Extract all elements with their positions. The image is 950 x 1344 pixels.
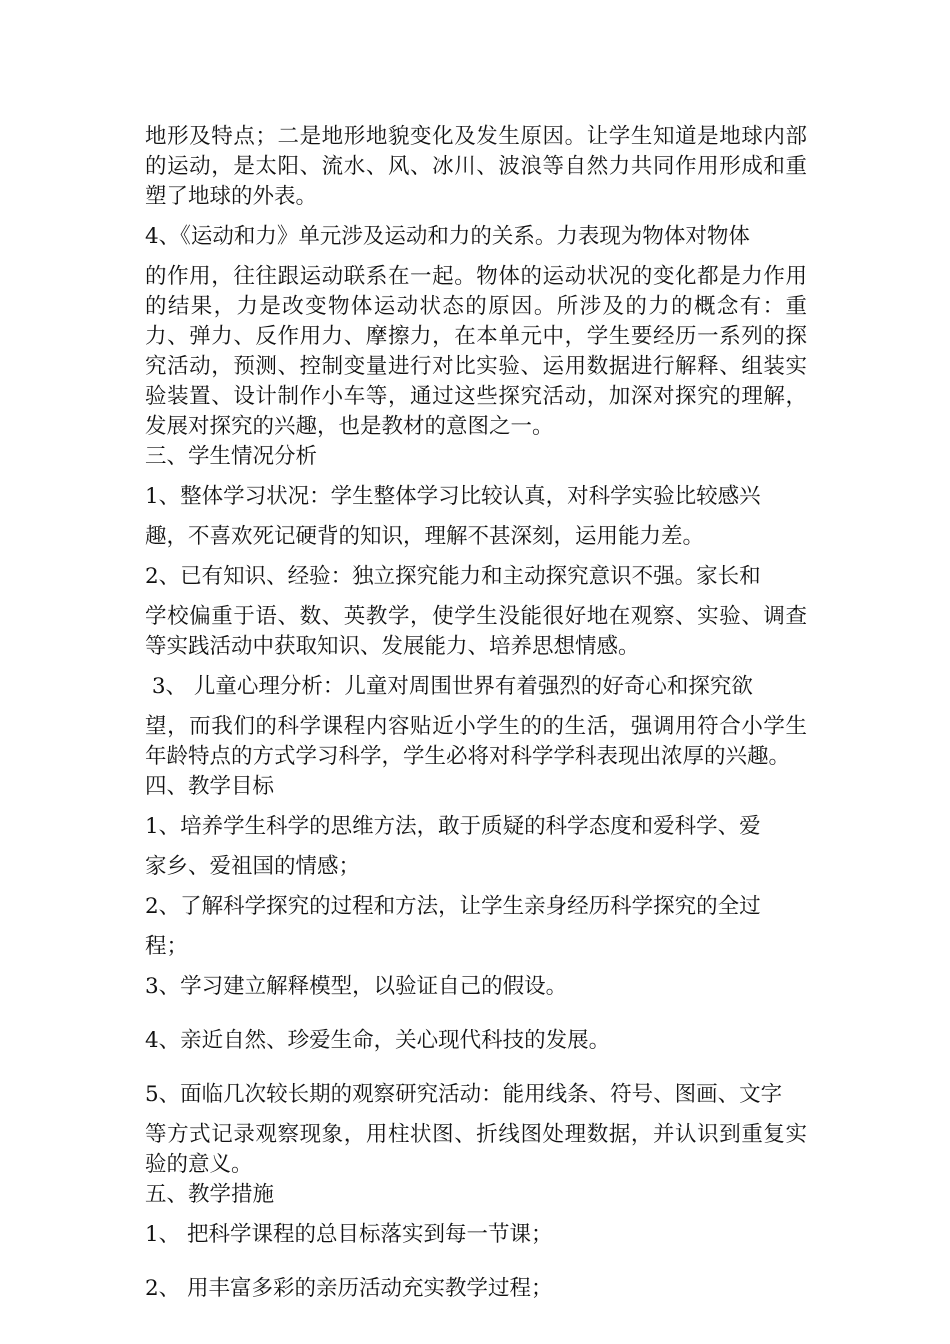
document-page bbox=[145, 122, 807, 1304]
paragraph-child-psychology-lead: 3、 儿童心理分析：儿童对周围世界有着强烈的好奇心和探究欲 bbox=[145, 674, 753, 699]
goal-3: 3、学习建立解释模型，以验证自己的假设。 bbox=[145, 974, 568, 999]
goal-1-body: 家乡、爱祖国的情感； bbox=[145, 854, 361, 879]
measure-1: 1、 把科学课程的总目标落实到每一节课； bbox=[145, 1222, 553, 1247]
paragraph-motion-force-lead: 4、《运动和力》单元涉及运动和力的关系。力表现为物体对物体 bbox=[145, 224, 750, 249]
goal-4: 4、亲近自然、珍爱生命，关心现代科技的发展。 bbox=[145, 1028, 611, 1053]
goal-2-lead: 2、了解科学探究的过程和方法，让学生亲身经历科学探究的全过 bbox=[145, 894, 761, 919]
heading-teaching-measures: 五、教学措施 bbox=[145, 1182, 275, 1207]
paragraph-prior-knowledge-body: 学校偏重于语、数、英教学，使学生没能很好地在观察、实验、调查等实践活动中获取知识、发展能力、培养思想情感。 bbox=[145, 604, 807, 659]
goal-1-lead: 1、培养学生科学的思维方法，敢于质疑的科学态度和爱科学、爱 bbox=[145, 814, 761, 839]
paragraph-overall-study-lead: 1、整体学习状况：学生整体学习比较认真，对科学实验比较感兴 bbox=[145, 484, 761, 509]
goal-5-body: 等方式记录观察现象，用柱状图、折线图处理数据，并认识到重复实验的意义。 bbox=[145, 1122, 807, 1177]
measure-2: 2、 用丰富多彩的亲历活动充实教学过程； bbox=[145, 1276, 553, 1301]
paragraph-motion-force-body: 的作用，往往跟运动联系在一起。物体的运动状况的变化都是力作用的结果，力是改变物体运动状态的原因。所涉及的力的概念有：重力、弹力、反作用力、摩擦力，在本单元中，学生要经历一系列的探究活动，预测、控制变量进行对比实验、运用数据进行解释、组装实验装置、设计制作小车等，通过这些探究活动，加深对探究的理解，发展对探究的兴趣，也是教材的意图之一。 bbox=[145, 264, 807, 439]
paragraph-prior-knowledge-lead: 2、已有知识、经验：独立探究能力和主动探究意识不强。家长和 bbox=[145, 564, 761, 589]
goal-2-body: 程； bbox=[145, 934, 189, 959]
heading-teaching-goals: 四、教学目标 bbox=[145, 774, 275, 799]
paragraph-overall-study-body: 趣，不喜欢死记硬背的知识，理解不甚深刻，运用能力差。 bbox=[145, 524, 705, 549]
paragraph-child-psychology-body: 望，而我们的科学课程内容贴近小学生的的生活，强调用符合小学生年龄特点的方式学习科学，学生必将对科学学科表现出浓厚的兴趣。 bbox=[145, 714, 807, 769]
heading-student-analysis: 三、学生情况分析 bbox=[145, 444, 318, 469]
goal-5-lead: 5、面临几次较长期的观察研究活动：能用线条、符号、图画、文字 bbox=[145, 1082, 783, 1107]
paragraph-landform: 地形及特点；二是地形地貌变化及发生原因。让学生知道是地球内部的运动，是太阳、流水、风、冰川、波浪等自然力共同作用形成和重塑了地球的外表。 bbox=[145, 124, 807, 209]
